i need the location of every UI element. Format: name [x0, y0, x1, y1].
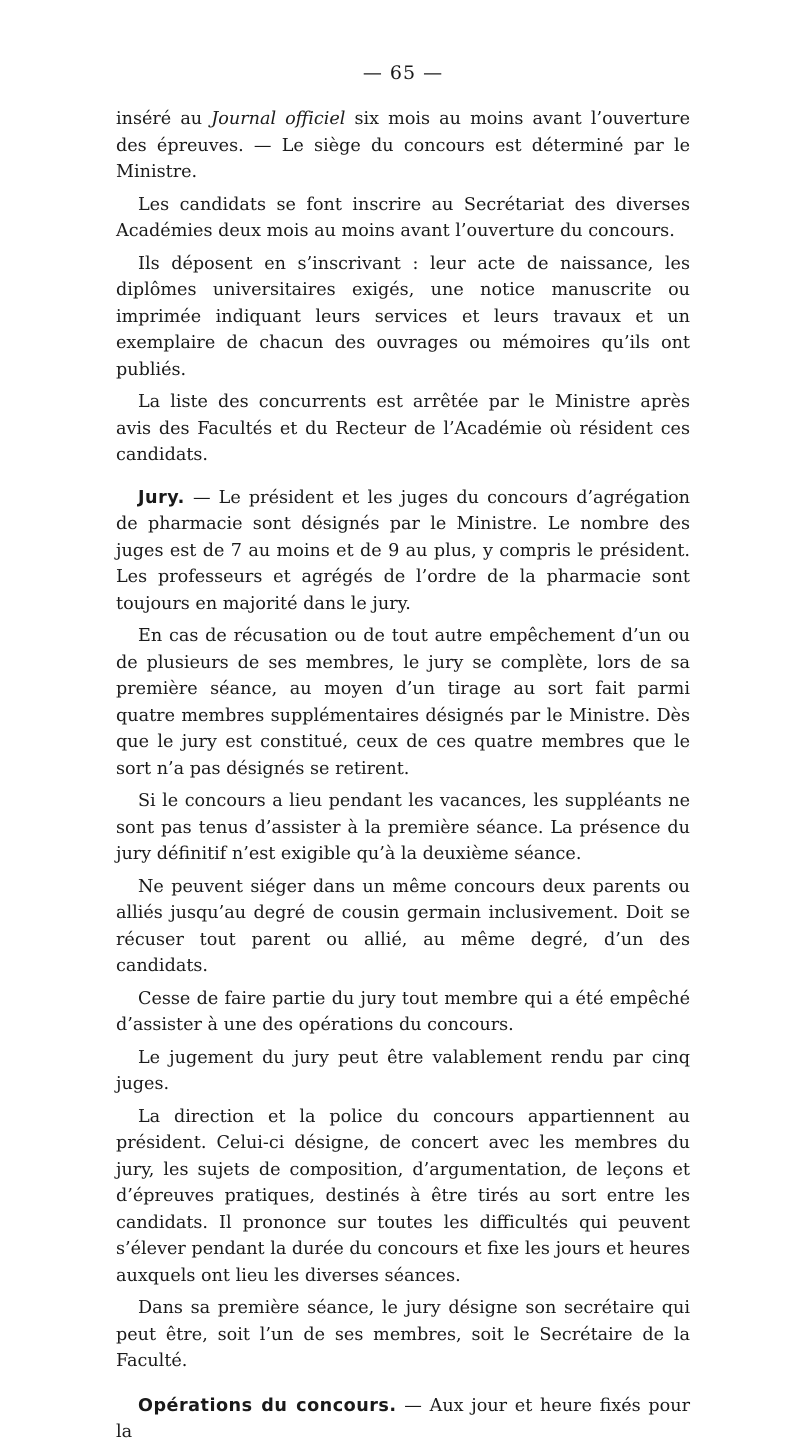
paragraph-3: Ils déposent en s’inscrivant : leur acte de naissance, les diplômes universitaires exigés, une notice manuscrite ou imprimée indiquant leurs services et leurs travaux et un exemplaire de chacun des ouvrages ou mémoires qu’ils ont publiés. — [116, 253, 690, 380]
paragraph-11: La direction et la police du concours appartiennent au président. Celui-ci désigne, de concert avec les membres du jury, les sujets de composition, d’argumentation, de leçons et d’épreuves pratiques, destinés à être tirés au sort entre les candidats. Il prononce sur toutes les difficultés qui peuvent s’élever pendant la durée du concours et fixe les jours et heures auxquels ont lieu les diverses séances. — [116, 1106, 690, 1286]
section-heading-jury: Jury. — [138, 487, 185, 508]
paragraph-jury — [116, 485, 690, 618]
paragraph-operations — [116, 1393, 690, 1446]
paragraph-4: La liste des concurrents est arrêtée par le Ministre après avis des Facultés et du Recteur de l’Académie où résident ces candidats. — [116, 392, 690, 465]
journal-officiel-italic: Journal officiel — [211, 109, 346, 129]
paragraph-jury-text: — Le président et les juges du concours d’agrégation de pharmacie sont désignés par le Ministre. Le nombre des juges est de 7 au moins et de 9 au plus, y compris le président. Les professeurs et agrégés de l’ordre de la pharmacie sont toujours en majorité dans le jury. — [116, 487, 690, 614]
paragraph-6: En cas de récusation ou de tout autre empêchement d’un ou de plusieurs de ses membres, le jury se complète, lors de sa première séance, au moyen d’un tirage au sort fait parmi quatre membres supplémentaires désignés par le Ministre. Dès que le jury est constitué, ceux de ces quatre membres que le sort n’a pas désignés se retirent. — [116, 626, 690, 779]
paragraph-1-text-b: six mois au moins avant l’ouverture des épreuves. — Le siège du concours est déterminé par le Ministre. — [116, 109, 690, 182]
paragraph-9: Cesse de faire partie du jury tout membre qui a été empêché d’assister à une des opérations du concours. — [116, 988, 690, 1035]
paragraph-10: Le jugement du jury peut être valablement rendu par cinq juges. — [116, 1047, 690, 1094]
paragraph-1 — [116, 106, 690, 186]
paragraph-1-text-a: inséré au — [116, 109, 212, 129]
paragraph-2: Les candidats se font inscrire au Secrétariat des diverses Académies deux mois au moins avant l’ouverture du concours. — [116, 194, 690, 241]
section-heading-operations: Opérations du concours. — [138, 1395, 397, 1416]
page-number: — 65 — — [362, 62, 444, 84]
paragraph-12: Dans sa première séance, le jury désigne son secrétaire qui peut être, soit l’un de ses membres, soit le Secrétaire de la Faculté. — [116, 1298, 690, 1371]
paragraph-8: Ne peuvent siéger dans un même concours deux parents ou alliés jusqu’au degré de cousin germain inclusivement. Doit se récuser tout parent ou allié, au même degré, d’un des candidats. — [116, 876, 690, 976]
paragraph-7: Si le concours a lieu pendant les vacances, les suppléants ne sont pas tenus d’assister à la première séance. La présence du jury définitif n’est exigible qu’à la deuxième séance. — [116, 791, 690, 864]
paragraph-operations-text: — Aux jour et heure fixés pour la — [116, 1395, 691, 1442]
